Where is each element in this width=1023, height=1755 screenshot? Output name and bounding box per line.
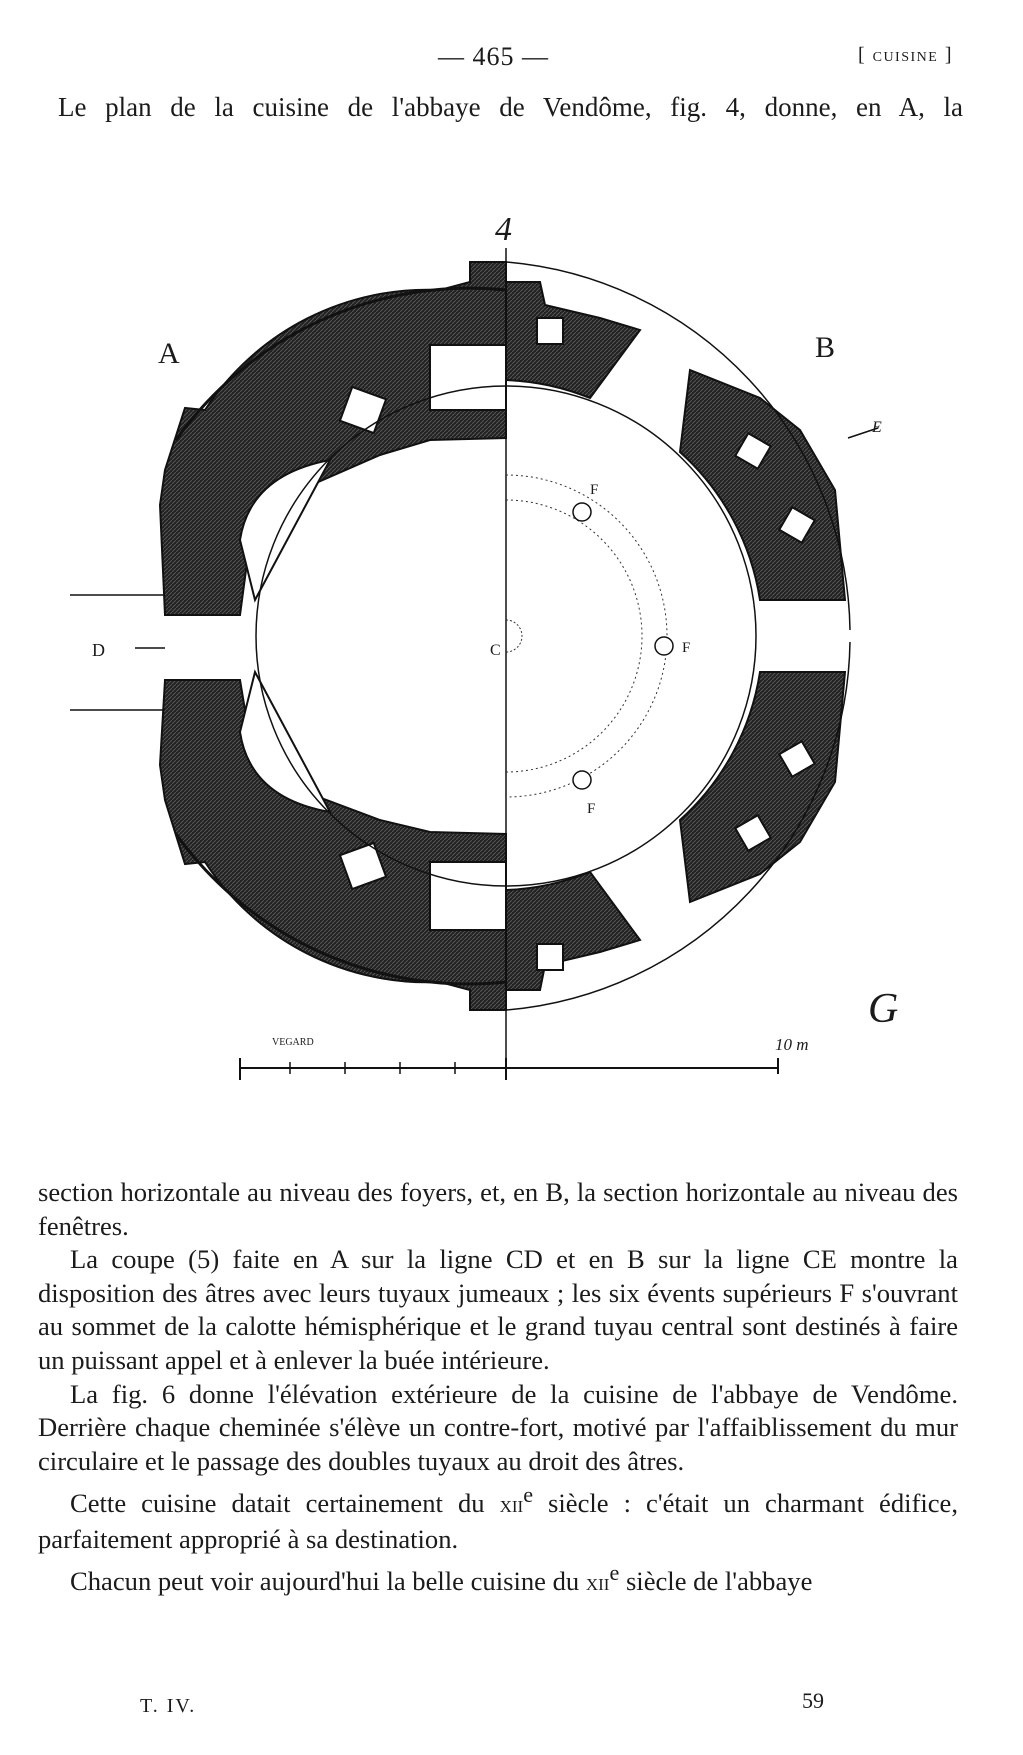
label-f-right: F	[682, 640, 691, 656]
kitchen-plan-figure	[0, 180, 1023, 1120]
paragraph-4-text-b: siècle : c'était un charmant édifice, parfaitement approprié à sa destination.	[38, 1488, 959, 1554]
label-a: A	[158, 337, 180, 370]
century-superscript: e	[523, 1482, 534, 1508]
page-number: — 465 —	[438, 42, 549, 71]
running-head: [ cuisine ]	[857, 44, 953, 66]
footer-signature: 59	[802, 1688, 824, 1713]
label-d: D	[92, 640, 105, 660]
paragraph-2: La coupe (5) faite en A sur la ligne CD et en B sur la ligne CE montre la disposition des âtres avec leurs tuyaux jumeaux ; les six évents supérieurs F s'ouvrant au sommet de la calotte hémisphérique et le grand tuyau central sont destinés à faire un puissant appel et à enlever la buée intérieure.	[38, 1244, 958, 1375]
intro-line: Le plan de la cuisine de l'abbaye de Vendôme, fig. 4, donne, en A, la	[58, 92, 963, 122]
label-f-top: F	[590, 482, 599, 498]
paragraph-3: La fig. 6 donne l'élévation extérieure de la cuisine de l'abbaye de Vendôme. Derrière chaque cheminée s'élève un contre-fort, motivé par l'affaiblissement du mur circulaire et le passage des doubles tuyaux au droit des âtres.	[38, 1378, 958, 1476]
section-b-wall	[506, 262, 850, 1010]
paragraph-5-text-a: Chacun peut voir aujourd'hui la belle cuisine du	[70, 1566, 586, 1597]
label-b: B	[815, 331, 836, 364]
body-text	[38, 1176, 958, 1601]
paragraph-1: section horizontale au niveau des foyers, et, en B, la section horizontale au niveau des fenêtres.	[38, 1177, 958, 1241]
figure-number: 4	[495, 211, 512, 248]
label-c: C	[490, 642, 501, 659]
paragraph-5	[38, 1556, 958, 1600]
paragraph-4	[38, 1478, 958, 1556]
paragraph-4-text-a: Cette cuisine datait certainement du	[70, 1488, 500, 1519]
label-f-bottom: F	[587, 801, 596, 817]
label-e: E	[872, 419, 882, 436]
footer-volume: T. IV.	[140, 1695, 197, 1717]
scale-bar	[240, 1058, 778, 1080]
century-numeral: xii	[585, 1570, 610, 1597]
paragraph-5-text-b: siècle de l'abbaye	[619, 1566, 813, 1597]
monogram: G	[868, 986, 899, 1032]
engraver-signature: VEGARD	[272, 1037, 314, 1048]
scale-label: 10 m	[775, 1035, 809, 1054]
century-superscript: e	[609, 1560, 620, 1586]
century-numeral: xii	[499, 1492, 524, 1519]
